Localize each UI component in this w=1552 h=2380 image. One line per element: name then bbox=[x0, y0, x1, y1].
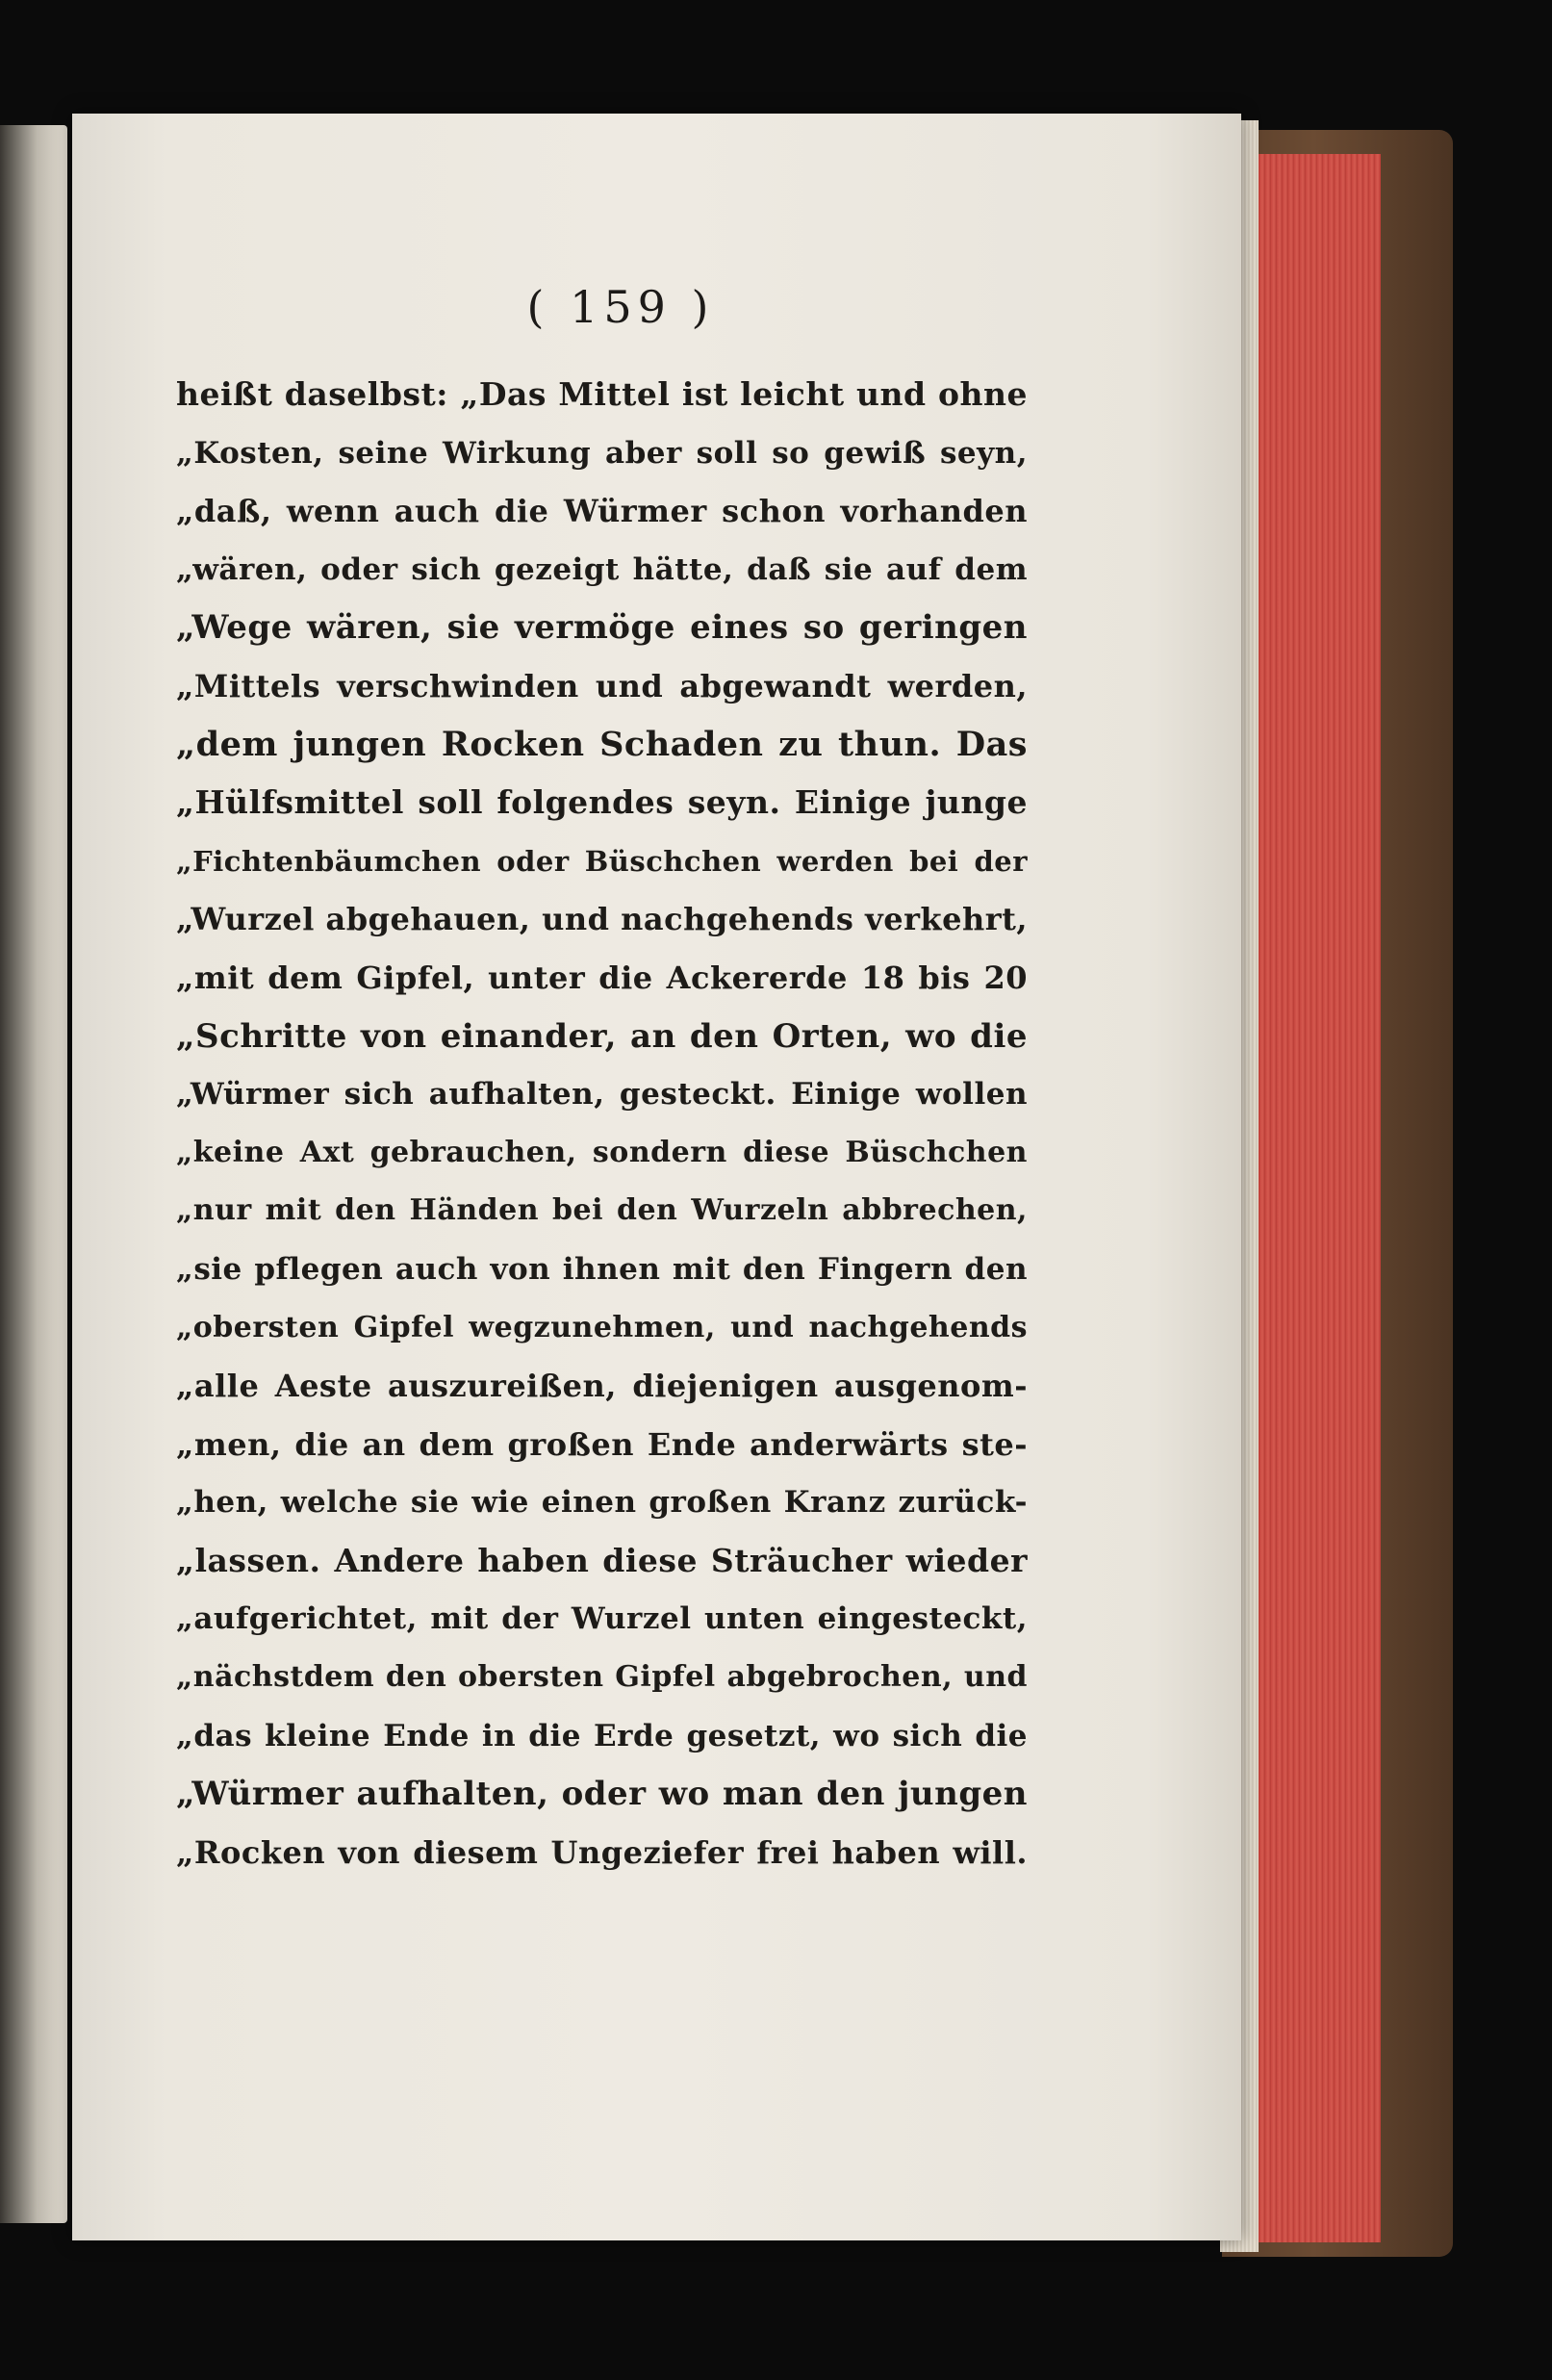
body-text bbox=[176, 366, 1028, 1881]
text-line: „keine Axt gebrauchen, sondern diese Büschchen bbox=[176, 1135, 1028, 1169]
text-line: „Fichtenbäumchen oder Büschchen werden bei der bbox=[176, 844, 1028, 878]
text-line: „Wege wären, sie vermöge eines so geringen bbox=[176, 608, 1028, 648]
text-line: „Hülfsmittel soll folgendes seyn. Einige junge bbox=[176, 783, 1028, 822]
text-line: „wären, oder sich gezeigt hätte, daß sie auf dem bbox=[176, 551, 1028, 587]
page-number: ( 159 ) bbox=[526, 281, 715, 333]
text-line: „dem jungen Rocken Schaden zu thun. Das bbox=[176, 724, 1028, 764]
text-line: „mit dem Gipfel, unter die Ackererde 18 bis 20 bbox=[176, 959, 1028, 996]
text-line: „sie pflegen auch von ihnen mit den Fingern den bbox=[176, 1251, 1028, 1287]
text-line: heißt daselbst: „Das Mittel ist leicht und ohne bbox=[176, 375, 1028, 413]
text-line: „aufgerichtet, mit der Wurzel unten eingesteckt, bbox=[176, 1601, 1028, 1637]
text-line: „alle Aeste auszureißen, diejenigen ausgenom- bbox=[176, 1368, 1028, 1405]
text-line: „Würmer aufhalten, oder wo man den jungen bbox=[176, 1775, 1028, 1814]
text-line: „das kleine Ende in die Erde gesetzt, wo sich die bbox=[176, 1718, 1028, 1753]
text-line: „daß, wenn auch die Würmer schon vorhanden bbox=[176, 493, 1028, 530]
text-line: „Rocken von diesem Ungeziefer frei haben will. bbox=[176, 1833, 1028, 1871]
text-line: „lassen. Andere haben diese Sträucher wieder bbox=[176, 1541, 1028, 1579]
text-line: „Schritte von einander, an den Orten, wo die bbox=[176, 1016, 1028, 1056]
text-line: „Würmer sich aufhalten, gesteckt. Einige wollen bbox=[176, 1077, 1028, 1113]
text-line: „nur mit den Händen bei den Wurzeln abbrechen, bbox=[176, 1193, 1028, 1228]
text-line: „Wurzel abgehauen, und nachgehends verkehrt, bbox=[176, 901, 1028, 938]
text-line: „Mittels verschwinden und abgewandt werden, bbox=[176, 667, 1028, 704]
text-line: „obersten Gipfel wegzunehmen, und nachgehends bbox=[176, 1310, 1028, 1344]
text-line: „nächstdem den obersten Gipfel abgebrochen, und bbox=[176, 1660, 1028, 1695]
previous-page-edge bbox=[0, 125, 67, 2223]
text-line: „men, die an dem großen Ende anderwärts ste- bbox=[176, 1425, 1028, 1463]
text-line: „hen, welche sie wie einen großen Kranz zurück- bbox=[176, 1485, 1028, 1521]
text-line: „Kosten, seine Wirkung aber soll so gewiß seyn, bbox=[176, 435, 1028, 471]
